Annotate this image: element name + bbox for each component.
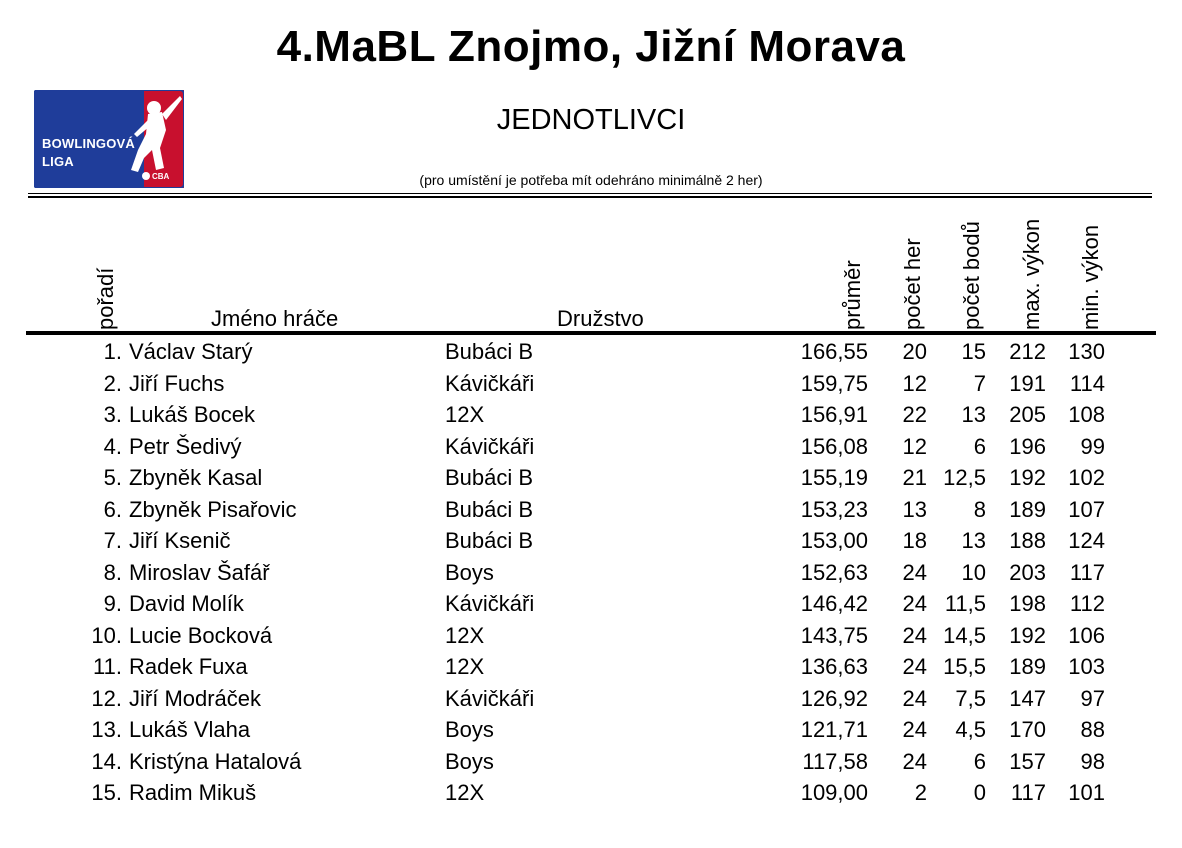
cell-games: 24	[902, 654, 927, 679]
cell-points: 13	[961, 528, 986, 553]
cell-rank: 12.	[91, 685, 122, 711]
cell-games: 18	[902, 528, 927, 553]
cell-games: 12	[902, 370, 927, 396]
cell-points: 15,5	[943, 654, 986, 679]
logo-line-2: LIGA	[42, 154, 74, 169]
table-row	[0, 497, 1182, 528]
header-games: počet her	[900, 238, 925, 330]
logo-badge: CBA	[152, 172, 170, 181]
cell-max-score: 189	[1009, 654, 1046, 679]
cell-average: 166,55	[800, 339, 868, 364]
cell-games: 24	[902, 622, 927, 648]
cell-rank: 6.	[103, 496, 122, 522]
cell-average: 117,58	[802, 748, 868, 774]
table-row	[0, 528, 1182, 559]
cell-rank: 15.	[91, 780, 122, 805]
cell-points: 10	[961, 559, 986, 585]
cell-player-name: Jiří Fuchs	[129, 370, 225, 396]
logo-line-1: BOWLINGOVÁ	[42, 136, 135, 151]
cell-min-score: 108	[1068, 402, 1105, 427]
cell-average: 109,00	[800, 780, 868, 805]
cell-min-score: 101	[1068, 780, 1105, 805]
cell-min-score: 130	[1068, 339, 1105, 364]
cell-min-score: 98	[1080, 748, 1105, 774]
cell-max-score: 203	[1009, 559, 1046, 585]
cell-team: 12X	[445, 622, 485, 648]
cell-points: 14,5	[943, 622, 986, 648]
cell-games: 20	[902, 339, 927, 364]
table-row	[0, 749, 1182, 780]
cell-points: 0	[973, 780, 986, 805]
cell-average: 153,23	[800, 496, 868, 522]
cell-max-score: 192	[1009, 465, 1046, 490]
table-row	[0, 465, 1182, 496]
cell-rank: 14.	[91, 748, 122, 774]
table-row	[0, 591, 1182, 622]
cell-max-score: 212	[1009, 339, 1046, 364]
cell-min-score: 102	[1068, 465, 1105, 490]
cell-average: 146,42	[800, 591, 868, 616]
cell-min-score: 106	[1068, 622, 1105, 648]
cell-games: 21	[902, 465, 927, 490]
cell-rank: 7.	[103, 528, 122, 553]
cell-player-name: Petr Šedivý	[129, 433, 242, 459]
cell-max-score: 117	[1010, 780, 1046, 805]
cell-points: 6	[973, 748, 986, 774]
cell-team: 12X	[445, 402, 485, 427]
cell-rank: 10.	[91, 622, 122, 648]
cell-rank: 9.	[103, 591, 122, 616]
cell-max-score: 147	[1009, 685, 1046, 711]
cell-games: 2	[914, 780, 927, 805]
cell-player-name: Jiří Modráček	[129, 685, 262, 711]
cell-min-score: 103	[1068, 654, 1105, 679]
cell-player-name: Radim Mikuš	[129, 780, 257, 805]
cell-rank: 11.	[93, 654, 122, 679]
page-title: 4.MaBL Znojmo, Jižní Morava	[276, 22, 906, 71]
cell-points: 6	[973, 433, 986, 459]
cell-games: 22	[902, 402, 927, 427]
cell-min-score: 112	[1069, 591, 1105, 616]
cell-player-name: Zbyněk Pisařovic	[129, 496, 297, 522]
table-row	[0, 402, 1182, 433]
cell-team: Kávičkáři	[445, 591, 535, 616]
cell-average: 159,75	[800, 370, 868, 396]
cell-min-score: 124	[1068, 528, 1105, 553]
cell-team: Bubáci B	[445, 528, 534, 553]
cell-team: Boys	[445, 559, 494, 585]
cell-player-name: Miroslav Šafář	[129, 559, 270, 585]
table-row	[0, 623, 1182, 654]
cell-max-score: 188	[1009, 528, 1046, 553]
header-min-score: min. výkon	[1078, 224, 1103, 330]
cell-max-score: 192	[1009, 622, 1046, 648]
cell-games: 13	[902, 496, 927, 522]
cell-average: 153,00	[800, 528, 868, 553]
cell-points: 7,5	[955, 685, 986, 711]
divider-thin	[28, 193, 1152, 194]
cell-rank: 4.	[103, 433, 122, 459]
cell-player-name: Lukáš Vlaha	[129, 717, 251, 742]
divider-thick	[28, 196, 1152, 198]
cell-rank: 1.	[103, 339, 122, 364]
cell-points: 12,5	[943, 465, 986, 490]
cell-average: 136,63	[800, 654, 868, 679]
cell-rank: 2.	[103, 370, 122, 396]
cell-points: 15	[961, 339, 986, 364]
header-max-score: max. výkon	[1019, 218, 1044, 330]
table-row	[0, 560, 1182, 591]
eligibility-note: (pro umístění je potřeba mít odehráno minimálně 2 her)	[419, 172, 763, 188]
cell-points: 8	[973, 496, 986, 522]
cell-games: 12	[902, 433, 927, 459]
cell-games: 24	[902, 748, 927, 774]
table-row	[0, 717, 1182, 748]
cell-average: 156,91	[800, 402, 868, 427]
cell-max-score: 196	[1009, 433, 1046, 459]
header-average: průměr	[840, 260, 865, 330]
cell-player-name: David Molík	[129, 591, 244, 616]
cell-games: 24	[902, 717, 927, 742]
cell-average: 152,63	[800, 559, 868, 585]
header-team: Družstvo	[557, 306, 644, 331]
cell-player-name: Václav Starý	[129, 339, 253, 364]
cell-rank: 3.	[103, 402, 122, 427]
cell-average: 143,75	[800, 622, 868, 648]
table-row	[0, 780, 1182, 811]
cell-team: 12X	[445, 654, 485, 679]
cell-team: Boys	[445, 717, 494, 742]
table-row	[0, 339, 1182, 370]
cell-player-name: Lukáš Bocek	[129, 402, 255, 427]
table-row	[0, 371, 1182, 402]
cell-player-name: Radek Fuxa	[129, 654, 248, 679]
cell-rank: 8.	[103, 559, 122, 585]
cell-points: 11,5	[944, 591, 986, 616]
cell-rank: 5.	[103, 465, 122, 490]
table-row	[0, 686, 1182, 717]
cell-team: Boys	[445, 748, 494, 774]
cell-points: 7	[973, 370, 986, 396]
cell-player-name: Jiří Ksenič	[129, 528, 231, 553]
header-rank: pořadí	[93, 267, 118, 330]
cell-min-score: 107	[1068, 496, 1105, 522]
header-divider	[26, 331, 1156, 335]
cell-player-name: Zbyněk Kasal	[129, 465, 263, 490]
cell-average: 126,92	[800, 685, 868, 711]
cell-max-score: 189	[1009, 496, 1046, 522]
cell-player-name: Kristýna Hatalová	[129, 748, 302, 774]
cell-team: Kávičkáři	[445, 685, 535, 711]
page-subtitle: JEDNOTLIVCI	[496, 104, 686, 136]
cell-team: Bubáci B	[445, 339, 534, 364]
cell-max-score: 198	[1009, 591, 1046, 616]
cell-min-score: 97	[1080, 685, 1105, 711]
cell-average: 155,19	[800, 465, 868, 490]
cell-team: Kávičkáři	[445, 370, 535, 396]
cell-team: Kávičkáři	[445, 433, 535, 459]
cell-points: 4,5	[955, 717, 986, 742]
cell-player-name: Lucie Bocková	[129, 622, 273, 648]
cell-min-score: 99	[1080, 433, 1105, 459]
cell-team: 12X	[445, 780, 485, 805]
cell-max-score: 205	[1009, 402, 1046, 427]
cell-points: 13	[961, 402, 986, 427]
cell-games: 24	[902, 685, 927, 711]
header-name: Jméno hráče	[211, 306, 339, 331]
cell-min-score: 114	[1069, 370, 1105, 396]
cell-games: 24	[902, 591, 927, 616]
cell-team: Bubáci B	[445, 496, 534, 522]
cell-min-score: 88	[1080, 717, 1105, 742]
cell-max-score: 170	[1009, 717, 1046, 742]
cell-rank: 13.	[91, 717, 122, 742]
cell-min-score: 117	[1069, 559, 1105, 585]
cell-max-score: 157	[1009, 748, 1046, 774]
cell-max-score: 191	[1009, 370, 1046, 396]
cell-team: Bubáci B	[445, 465, 534, 490]
cell-average: 156,08	[800, 433, 868, 459]
cell-games: 24	[902, 559, 927, 585]
header-points: počet bodů	[959, 221, 984, 330]
cell-average: 121,71	[800, 717, 868, 742]
table-row	[0, 434, 1182, 465]
table-row	[0, 654, 1182, 685]
